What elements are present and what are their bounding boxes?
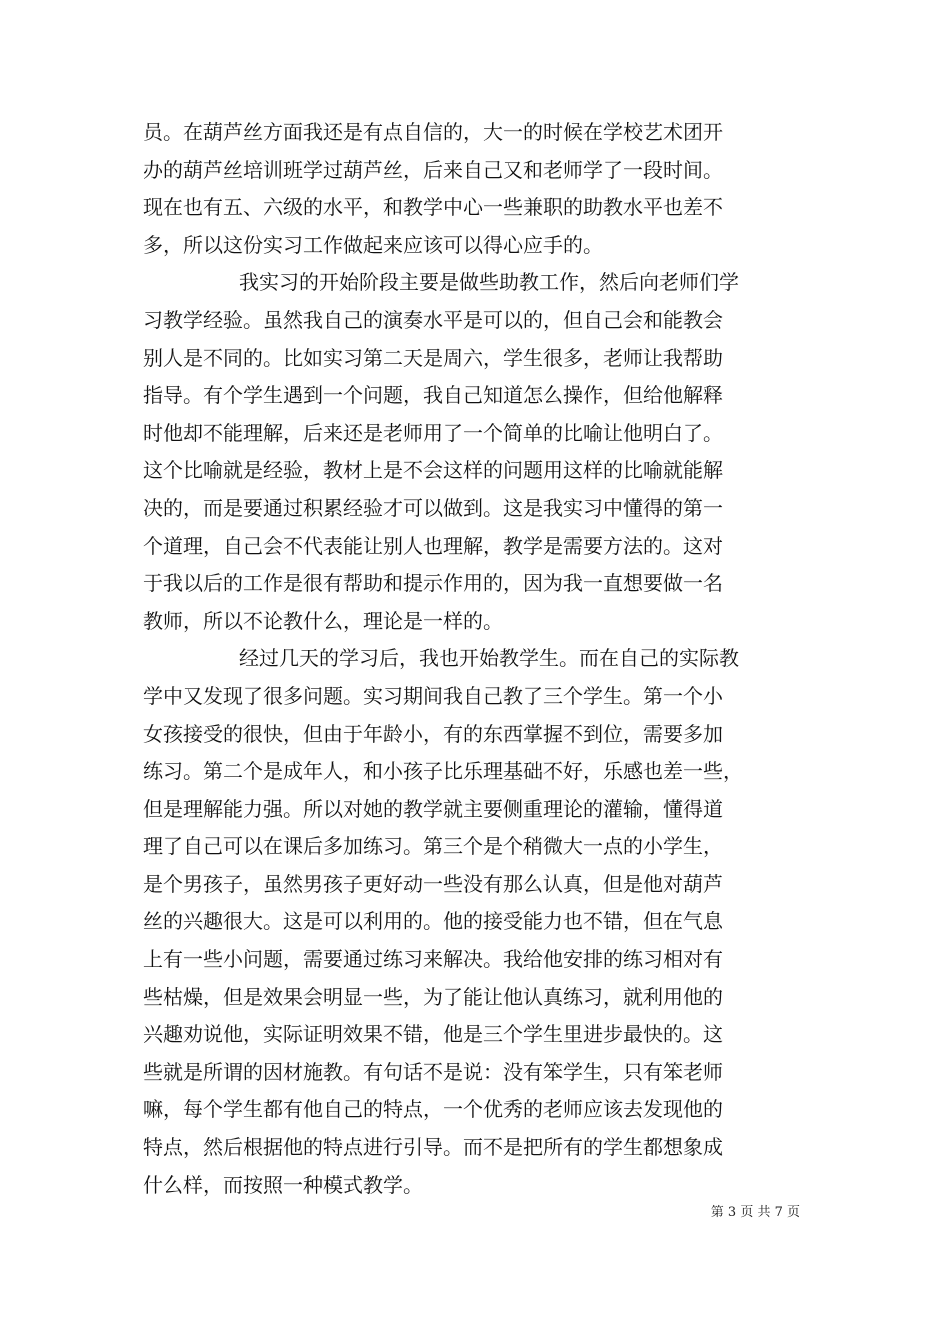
document-body	[143, 114, 813, 1204]
text-line: 现在也有五、六级的水平，和教学中心一些兼职的助教水平也差不	[143, 195, 723, 220]
text-line: 什么样，而按照一种模式教学。	[143, 1172, 423, 1197]
text-line: 嘛，每个学生都有他自己的特点，一个优秀的老师应该去发现他的	[143, 1097, 723, 1122]
text-line: 教师，所以不论教什么，理论是一样的。	[143, 608, 503, 633]
text-line: 些就是所谓的因材施教。有句话不是说：没有笨学生，只有笨老师	[143, 1059, 723, 1084]
text-line: 练习。第二个是成年人，和小孩子比乐理基础不好，乐感也差一些，	[143, 759, 743, 784]
text-line: 这个比喻就是经验，教材上是不会这样的问题用这样的比喻就能解	[143, 458, 723, 483]
text-line: 上有一些小问题，需要通过练习来解决。我给他安排的练习相对有	[143, 947, 723, 972]
text-line: 指导。有个学生遇到一个问题，我自己知道怎么操作，但给他解释	[143, 383, 723, 408]
text-line: 丝的兴趣很大。这是可以利用的。他的接受能力也不错，但在气息	[143, 909, 723, 934]
text-line: 兴趣劝说他，实际证明效果不错，他是三个学生里进步最快的。这	[143, 1022, 723, 1047]
text-line: 决的，而是要通过积累经验才可以做到。这是我实习中懂得的第一	[143, 495, 723, 520]
text-line: 是个男孩子，虽然男孩子更好动一些没有那么认真，但是他对葫芦	[143, 871, 723, 896]
paragraph-first-line: 我实习的开始阶段主要是做些助教工作，然后向老师们学	[239, 270, 739, 295]
paragraph-first-line: 经过几天的学习后，我也开始教学生。而在自己的实际教	[239, 646, 739, 671]
text-line: 但是理解能力强。所以对她的教学就主要侧重理论的灌输，懂得道	[143, 796, 723, 821]
page-number-footer: 第 3 页 共 7 页	[710, 1205, 800, 1220]
text-line: 习教学经验。虽然我自己的演奏水平是可以的，但自己会和能教会	[143, 307, 723, 332]
text-line: 多，所以这份实习工作做起来应该可以得心应手的。	[143, 232, 603, 257]
text-line: 时他却不能理解，后来还是老师用了一个简单的比喻让他明白了。	[143, 420, 723, 445]
text-line: 员。在葫芦丝方面我还是有点自信的，大一的时候在学校艺术团开	[143, 120, 723, 144]
text-line: 女孩接受的很快，但由于年龄小，有的东西掌握不到位，需要多加	[143, 721, 723, 746]
text-line: 些枯燥，但是效果会明显一些，为了能让他认真练习，就利用他的	[143, 984, 723, 1009]
text-line: 于我以后的工作是很有帮助和提示作用的，因为我一直想要做一名	[143, 571, 723, 596]
text-line: 别人是不同的。比如实习第二天是周六，学生很多，老师让我帮助	[143, 345, 723, 370]
text-line: 个道理，自己会不代表能让别人也理解，教学是需要方法的。这对	[143, 533, 723, 558]
text-line: 学中又发现了很多问题。实习期间我自己教了三个学生。第一个小	[143, 683, 723, 708]
text-line: 办的葫芦丝培训班学过葫芦丝，后来自己又和老师学了一段时间。	[143, 157, 723, 182]
text-line: 理了自己可以在课后多加练习。第三个是个稍微大一点的小学生，	[143, 834, 723, 859]
text-line: 特点，然后根据他的特点进行引导。而不是把所有的学生都想象成	[143, 1135, 723, 1160]
